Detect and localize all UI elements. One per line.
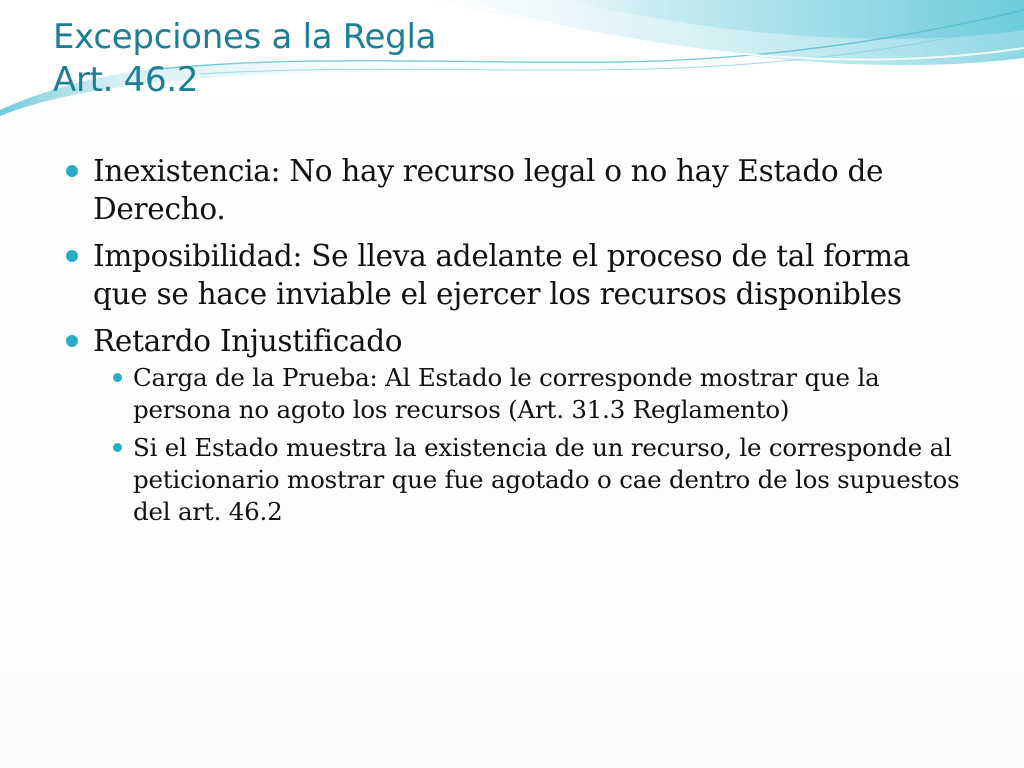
bullet-text: Inexistencia: No hay recurso legal o no hay Estado de Derecho. bbox=[93, 154, 884, 226]
slide-title-line-1: Excepciones a la Regla bbox=[53, 17, 437, 57]
bullet-dot-icon bbox=[66, 335, 78, 347]
bullet-text: Imposibilidad: Se lleva adelante el proceso de tal forma que se hace inviable el ejercer los recursos disponibles bbox=[93, 239, 911, 311]
sub-bullet-dot-icon bbox=[113, 373, 122, 382]
bullet-item-inexistencia bbox=[64, 152, 964, 228]
bullet-item-retardo bbox=[64, 322, 964, 528]
slide-body bbox=[64, 152, 964, 537]
sub-bullet-dot-icon bbox=[113, 443, 122, 452]
bullet-dot-icon bbox=[66, 250, 78, 262]
slide-title-line-2: Art. 46.2 bbox=[53, 60, 199, 100]
bullet-dot-icon bbox=[66, 165, 78, 177]
sub-bullet-item-estado-recurso bbox=[93, 432, 964, 528]
bullet-list bbox=[64, 152, 964, 528]
bullet-text: Retardo Injustificado bbox=[93, 324, 403, 358]
bullet-item-imposibilidad bbox=[64, 237, 964, 313]
sub-bullet-text: Si el Estado muestra la existencia de un recurso, le corresponde al peticionario mostrar que fue agotado o cae dentro de los supuestos del art. 46.2 bbox=[133, 433, 960, 526]
sub-bullet-text: Carga de la Prueba: Al Estado le corresponde mostrar que la persona no agoto los recursos (Art. 31.3 Reglamento) bbox=[133, 363, 880, 424]
sub-bullet-item-carga-prueba bbox=[93, 362, 964, 426]
slide-title bbox=[53, 16, 436, 102]
sub-bullet-list bbox=[93, 362, 964, 528]
